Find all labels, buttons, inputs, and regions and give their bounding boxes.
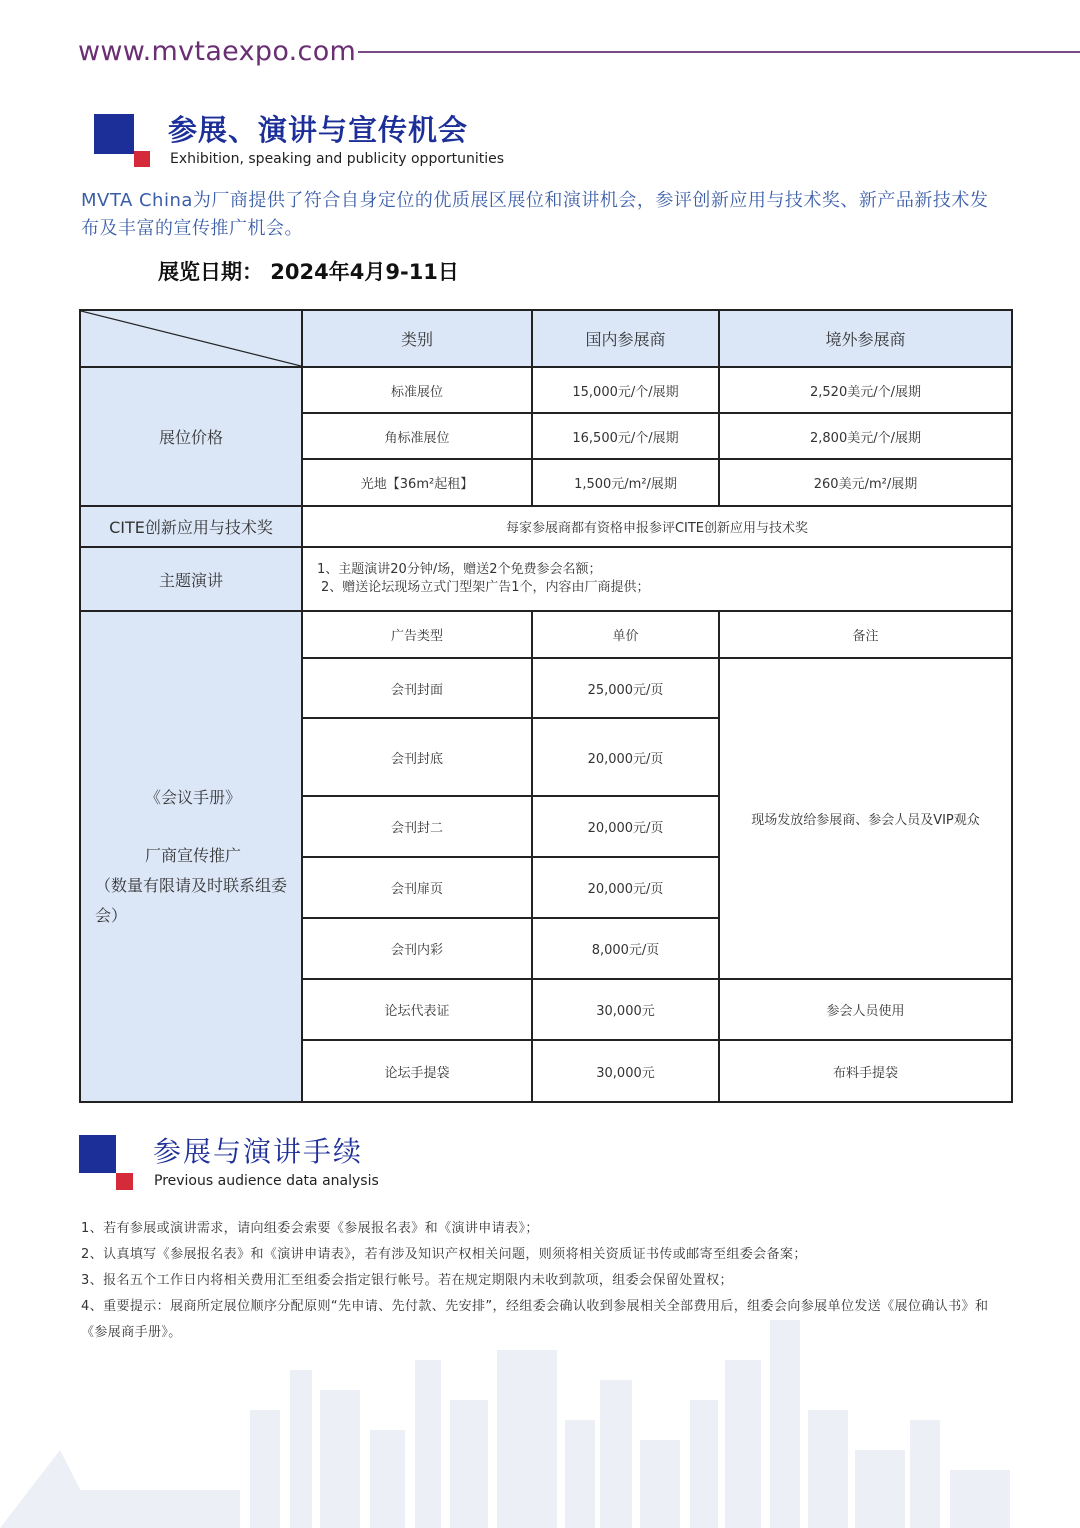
domestic-price: 16,500元/个/展期 [532, 413, 719, 459]
procedure-step: 4、重要提示：展商所定展位顺序分配原则“先申请、先付款、先安排”，经组委会确认收到参展相关全部费用后，组委会向参展单位发送《展位确认书》和《参展商手册》。 [81, 1299, 989, 1340]
keynote-text [302, 547, 1012, 611]
table-corner-cell [80, 310, 302, 367]
ad-type: 会刊扉页 [302, 857, 532, 918]
section2-logo-red-square [116, 1173, 133, 1190]
ad-type: 会刊封底 [302, 718, 532, 796]
exhibition-dates: 展览日期： 2024年4月9-11日 [158, 260, 459, 284]
brochure-note: 现场发放给参展商、参会人员及VIP观众 [719, 658, 1012, 979]
table-row [80, 611, 1012, 658]
item-type: 论坛代表证 [302, 979, 532, 1040]
item-note: 布料手提袋 [719, 1040, 1012, 1102]
procedure-step: 3、报名五个工作日内将相关费用汇至组委会指定银行帐号。若在规定期限内未收到款项，组委会保留处置权； [81, 1273, 733, 1288]
procedure-step: 1、若有参展或演讲需求，请向组委会索要《参展报名表》和《演讲申请表》； [81, 1221, 539, 1236]
section2-title: 参展与演讲手续 [153, 1135, 364, 1168]
ad-type: 会刊封面 [302, 658, 532, 718]
ad-type-header: 广告类型 [302, 611, 532, 658]
ad-price: 20,000元/页 [532, 857, 719, 918]
keynote-line-1: 1、主题演讲20分钟/场，赠送2个免费参会名额； [317, 562, 602, 577]
section-subtitle: Exhibition, speaking and publicity opportunities [170, 151, 505, 167]
ad-type: 会刊封二 [302, 796, 532, 857]
header-category: 类别 [302, 310, 532, 367]
section-title: 参展、演讲与宣传机会 [168, 113, 469, 147]
item-note: 参会人员使用 [719, 979, 1012, 1040]
section2-logo-blue-square [79, 1135, 116, 1173]
header-overseas: 境外参展商 [719, 310, 1012, 367]
booth-type: 角标准展位 [302, 413, 532, 459]
table-row [80, 367, 1012, 413]
site-url[interactable]: www.mvtaexpo.com [78, 36, 357, 67]
item-price: 30,000元 [532, 1040, 719, 1102]
header-divider [358, 51, 1080, 53]
award-text: 每家参展商都有资格申报参评CITE创新应用与技术奖 [302, 506, 1012, 547]
overseas-price: 260美元/m²/展期 [719, 459, 1012, 506]
table-row [80, 547, 1012, 611]
item-type: 论坛手提袋 [302, 1040, 532, 1102]
keynote-line-2: 2、赠送论坛现场立式门型架广告1个，内容由厂商提供； [321, 580, 650, 595]
brochure-label [80, 611, 302, 1102]
brochure-label-2: 厂商宣传推广 [144, 845, 241, 865]
intro-paragraph: MVTA China为厂商提供了符合自身定位的优质展区展位和演讲机会，参评创新应用与技术奖、新产品新技术发布及丰富的宣传推广机会。 [81, 190, 989, 239]
section-logo-blue-square [94, 114, 134, 154]
award-label: CITE创新应用与技术奖 [80, 506, 302, 547]
remarks-header: 备注 [719, 611, 1012, 658]
booth-price-label: 展位价格 [80, 367, 302, 506]
section2-subtitle: Previous audience data analysis [154, 1173, 379, 1189]
section-logo-red-square [134, 151, 150, 167]
keynote-label: 主题演讲 [80, 547, 302, 611]
ad-price: 20,000元/页 [532, 796, 719, 857]
ad-price: 20,000元/页 [532, 718, 719, 796]
ad-price: 8,000元/页 [532, 918, 719, 979]
table-header-row [80, 310, 1012, 367]
brochure-label-3: （数量有限请及时联系组委会） [95, 875, 288, 925]
unit-price-header: 单价 [532, 611, 719, 658]
ad-type: 会刊内彩 [302, 918, 532, 979]
domestic-price: 15,000元/个/展期 [532, 367, 719, 413]
procedure-step: 2、认真填写《参展报名表》和《演讲申请表》，若有涉及知识产权相关问题，则须将相关资质证书传或邮寄至组委会备案； [81, 1247, 807, 1262]
table-row [80, 506, 1012, 547]
item-price: 30,000元 [532, 979, 719, 1040]
booth-type: 标准展位 [302, 367, 532, 413]
overseas-price: 2,520美元/个/展期 [719, 367, 1012, 413]
city-skyline-image [0, 1300, 1080, 1528]
overseas-price: 2,800美元/个/展期 [719, 413, 1012, 459]
ad-price: 25,000元/页 [532, 658, 719, 718]
brochure-label-1: 《会议手册》 [144, 787, 241, 807]
header-domestic: 国内参展商 [532, 310, 719, 367]
price-table [79, 309, 1013, 1103]
domestic-price: 1,500元/m²/展期 [532, 459, 719, 506]
diagonal-line-icon [81, 311, 301, 366]
booth-type: 光地【36m²起租】 [302, 459, 532, 506]
